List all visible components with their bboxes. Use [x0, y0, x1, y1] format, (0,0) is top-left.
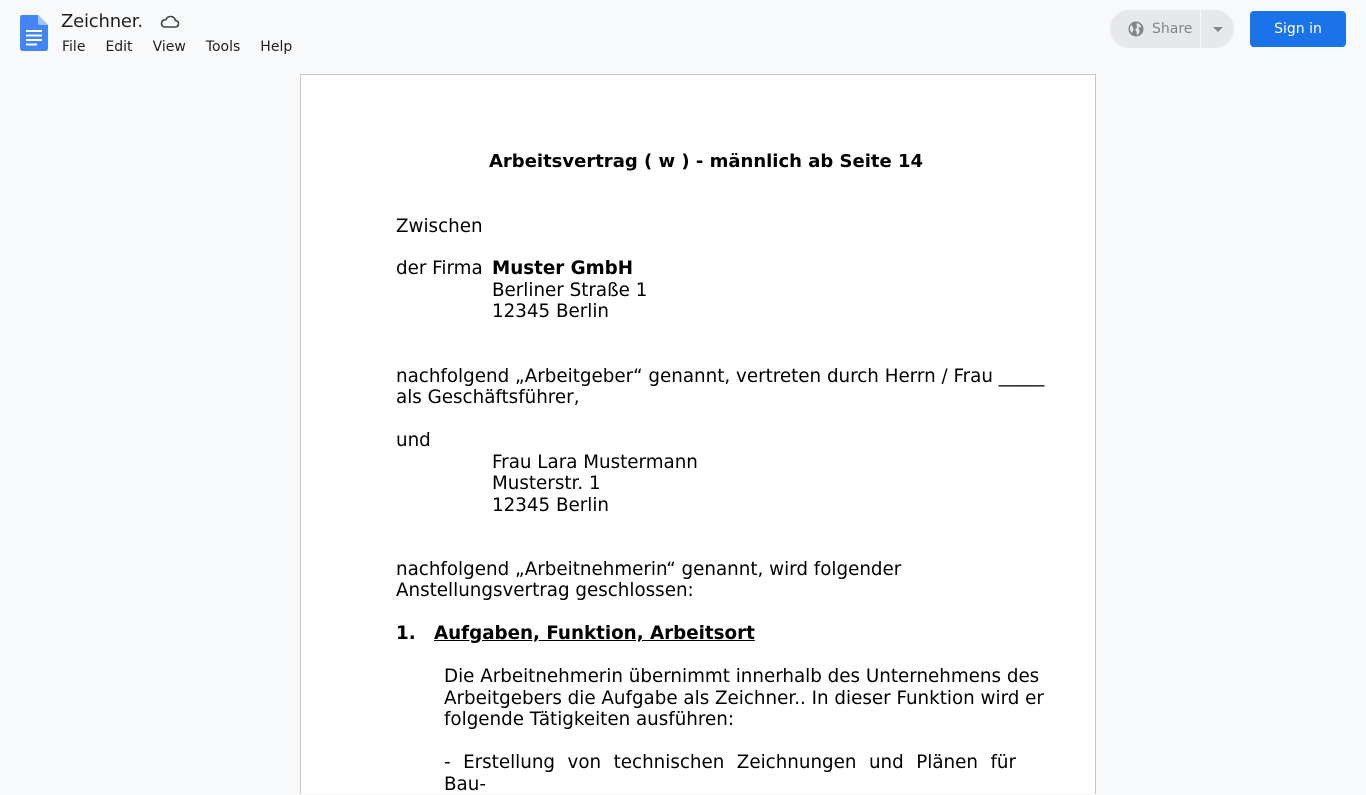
employer-clause-line1: nachfolgend „Arbeitgeber“ genannt, vertreten durch Herrn / Frau _____ [396, 366, 1045, 387]
app-header [0, 0, 1366, 64]
share-button[interactable] [1110, 10, 1200, 48]
menu-edit[interactable]: Edit [105, 39, 133, 55]
menu-bar [52, 37, 302, 58]
zwischen-text: Zwischen [396, 216, 483, 237]
employer-street: Berliner Straße 1 [492, 280, 648, 301]
employee-name: Frau Lara Mustermann [492, 452, 698, 473]
firma-label: der Firma [396, 258, 483, 279]
und-text: und [396, 430, 431, 451]
employee-city: 12345 Berlin [492, 495, 610, 516]
document-page[interactable] [300, 74, 1096, 794]
sign-in-button[interactable]: Sign in [1250, 11, 1346, 47]
section-para-line1: Die Arbeitnehmerin übernimmt innerhalb des Unternehmens des [444, 666, 1040, 687]
employer-name: Muster GmbH [492, 258, 634, 279]
menu-help[interactable]: Help [260, 39, 293, 55]
employee-clause-line2: Anstellungsvertrag geschlossen: [396, 580, 694, 601]
document-title[interactable]: Zeichner. [61, 11, 143, 32]
document-heading: Arbeitsvertrag ( w ) - männlich ab Seite 14 [489, 151, 923, 172]
share-label: Share [1152, 21, 1193, 37]
section-number: 1. [396, 623, 416, 644]
menu-view[interactable]: View [152, 39, 186, 55]
section-para-line2: Arbeitgebers die Aufgabe als Zeichner.. In dieser Funktion wird er [444, 688, 1044, 709]
section-para-line3: folgende Tätigkeiten ausführen: [444, 709, 734, 730]
bullet-line1: - Erstellung von technischen Zeichnungen und Plänen für Bau- [444, 752, 1016, 795]
cloud-icon[interactable] [160, 14, 180, 30]
share-dropdown-button[interactable] [1201, 10, 1234, 48]
menu-file[interactable]: File [62, 39, 86, 55]
globe-icon [1128, 21, 1144, 37]
employee-street: Musterstr. 1 [492, 473, 601, 494]
employee-clause-line1: nachfolgend „Arbeitnehmerin“ genannt, wird folgender [396, 559, 902, 580]
section-title: Aufgaben, Funktion, Arbeitsort [434, 623, 755, 644]
menu-tools[interactable]: Tools [205, 39, 241, 55]
employer-city: 12345 Berlin [492, 301, 610, 322]
section-heading [396, 623, 1016, 645]
employer-clause-line2: als Geschäftsführer, [396, 387, 580, 408]
share-button-group [1110, 10, 1234, 48]
chevron-down-icon [1213, 27, 1223, 32]
docs-logo-icon[interactable] [20, 15, 48, 51]
